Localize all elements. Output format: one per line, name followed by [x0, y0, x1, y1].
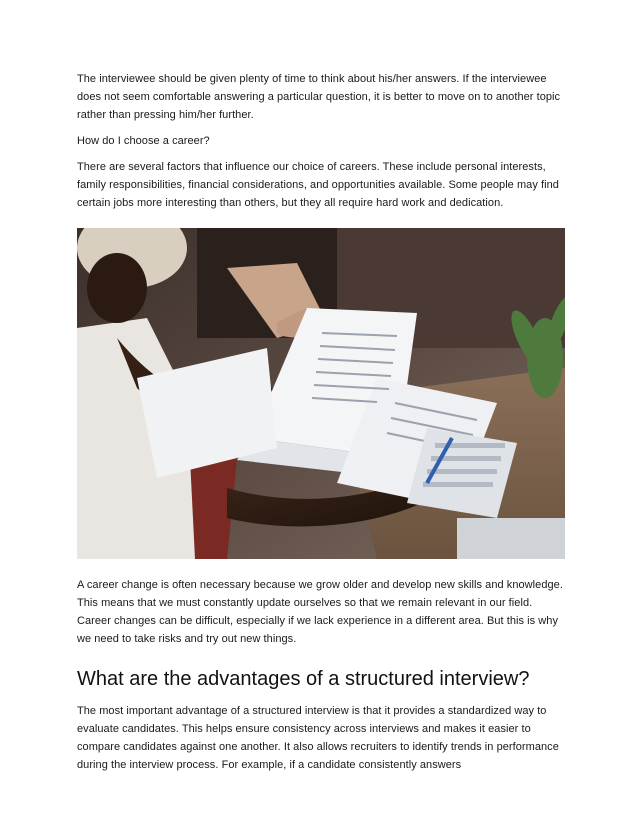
paragraph-interviewee-time: The interviewee should be given plenty of time to think about his/her answers. If the interviewee does not seem comfortable answering a particular question, it is better to move on to another topic rather than pressing him/her further.: [77, 73, 561, 121]
paragraph-structured-interview: The most important advantage of a structured interview is that it provides a standardized way to evaluate candidates. This helps ensure consistency across interviews and makes it easier to compare candidates against one another. It also allows recruiters to identify trends in performance during the interview process. For example, if a candidate consistently answers: [77, 705, 559, 771]
interview-photo: [77, 228, 565, 559]
paragraph-career-factors: There are several factors that influence our choice of careers. These include personal interests, family responsibilities, financial considerations, and opportunities available. Some people may find certain jobs more interesting than others, but they all require hard work and dedication.: [77, 161, 559, 209]
question-choose-career: How do I choose a career?: [77, 135, 210, 147]
paragraph-career-change: A career change is often necessary because we grow older and develop new skills and knowledge. This means that we must constantly update ourselves so that we remain relevant in our field. Career changes can be difficult, especially if we lack experience in a different area. But this is why we need to take risks and try out new things.: [77, 579, 563, 645]
document-page: [77, 70, 569, 774]
section-heading: What are the advantages of a structured interview?: [77, 668, 530, 690]
